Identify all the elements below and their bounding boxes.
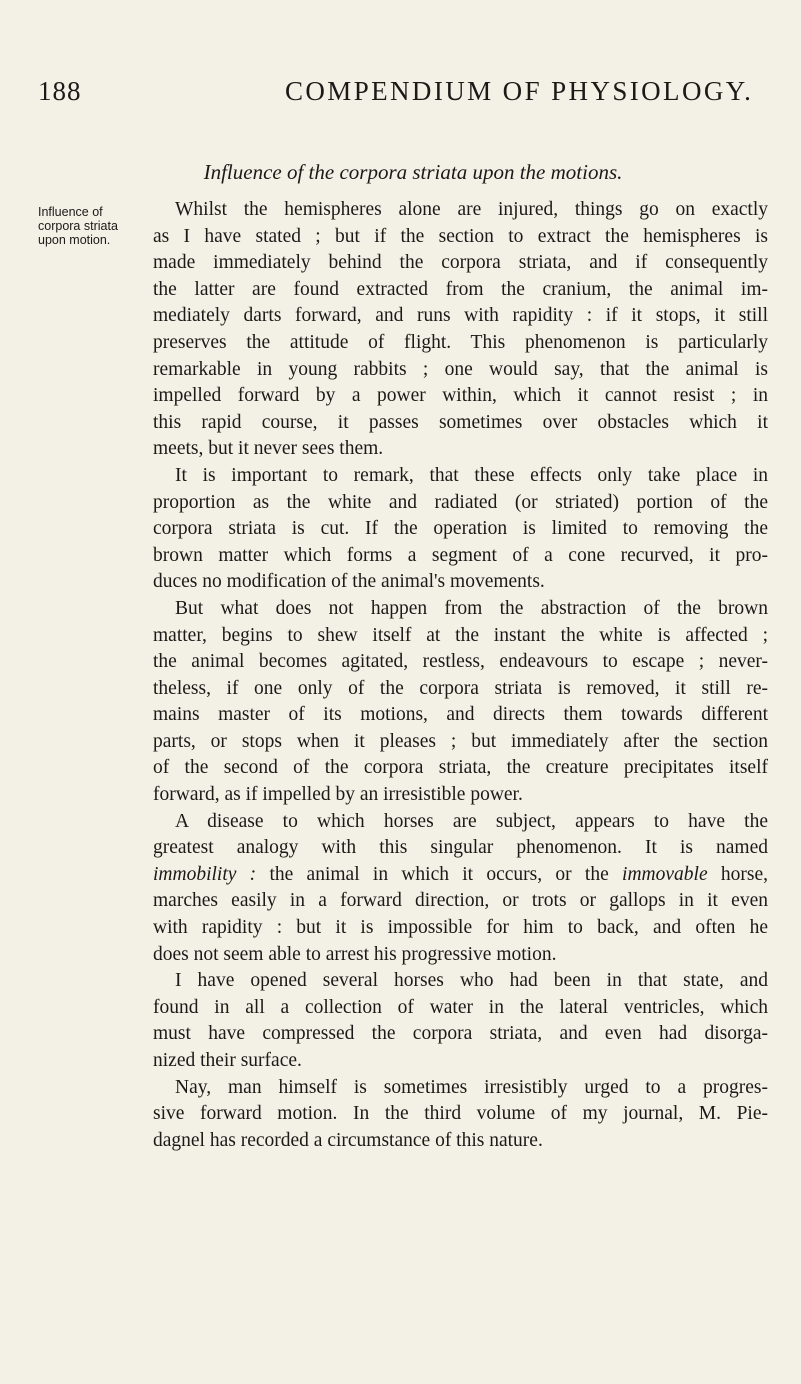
text-line: mains master of its motions, and directs them towards different [153, 704, 768, 726]
text-line: corpora striata is cut. If the operation is limited to removing the [153, 518, 768, 540]
text-line: I have opened several horses who had been in that state, and [175, 970, 768, 992]
paragraph [153, 463, 768, 596]
text-line: found in all a collection of water in the lateral ventricles, which [153, 996, 768, 1018]
text-line: meets, but it never sees them. [153, 438, 384, 460]
text-line: matter, begins to shew itself at the instant the white is affected ; [153, 624, 768, 646]
body-text [153, 197, 768, 1154]
paragraph [153, 968, 768, 1074]
text-line: theless, if one only of the corpora striata is removed, it still re- [153, 677, 768, 699]
page-header [0, 76, 801, 116]
text-line: Nay, man himself is sometimes irresistibly urged to a progres- [175, 1076, 768, 1098]
text-line: must have compressed the corpora striata, and even had disorga- [153, 1023, 768, 1045]
text-line: It is important to remark, that these effects only take place in [175, 464, 768, 486]
text-line: made immediately behind the corpora striata, and if consequently [153, 252, 768, 274]
text-line: this rapid course, it passes sometimes over obstacles which it [153, 411, 768, 433]
text-line: mediately darts forward, and runs with rapidity : if it stops, it still [153, 305, 768, 327]
text-line: remarkable in young rabbits ; one would say, that the animal is [153, 358, 768, 380]
text-line: with rapidity : but it is impossible for him to back, and often he [153, 917, 768, 939]
text-line: A disease to which horses are subject, appears to have the [175, 810, 768, 832]
margin-note-line: Influence of [38, 205, 103, 219]
text-line: of the second of the corpora striata, the creature precipitates itself [153, 757, 768, 779]
paragraph [153, 809, 768, 969]
paragraph [153, 197, 768, 463]
text-line: immobility : the animal in which it occurs, or the immovable horse, [153, 863, 768, 885]
italic-term: immovable [622, 863, 708, 885]
text-line: the latter are found extracted from the cranium, the animal im- [153, 278, 768, 300]
text-line: proportion as the white and radiated (or striated) portion of the [153, 491, 768, 513]
paragraph [153, 596, 768, 809]
text-line: dagnel has recorded a circumstance of this nature. [153, 1129, 543, 1151]
text-line: forward, as if impelled by an irresistible power. [153, 784, 523, 806]
text-line: But what does not happen from the abstraction of the brown [175, 597, 768, 619]
section-heading: Influence of the corpora striata upon the motions. [203, 160, 623, 184]
margin-note [38, 205, 158, 247]
text-line: greatest analogy with this singular phenomenon. It is named [153, 837, 768, 859]
margin-note-line: upon motion. [38, 233, 111, 247]
text-line: the animal becomes agitated, restless, endeavours to escape ; never- [153, 651, 768, 673]
text-line: does not seem able to arrest his progressive motion. [153, 943, 557, 965]
italic-term: immobility : [153, 863, 257, 885]
text-line: Whilst the hemispheres alone are injured, things go on exactly [175, 199, 768, 220]
margin-note-line: corpora striata [38, 219, 118, 233]
text-line: duces no modification of the animal's movements. [153, 571, 545, 593]
text-line: preserves the attitude of flight. This phenomenon is particularly [153, 331, 768, 353]
text-line: brown matter which forms a segment of a cone recurved, it pro- [153, 544, 768, 566]
text-line: parts, or stops when it pleases ; but immediately after the section [153, 730, 768, 752]
text-line: marches easily in a forward direction, or trots or gallops in it even [153, 890, 768, 912]
text-line: sive forward motion. In the third volume of my journal, M. Pie- [153, 1103, 768, 1125]
running-head: COMPENDIUM OF PHYSIOLOGY. [285, 76, 754, 106]
text-line: impelled forward by a power within, which it cannot resist ; in [153, 385, 768, 407]
text-line: as I have stated ; but if the section to extract the hemispheres is [153, 225, 768, 247]
paragraph [153, 1075, 768, 1155]
page-number: 188 [38, 76, 82, 106]
text-line: nized their surface. [153, 1050, 302, 1071]
